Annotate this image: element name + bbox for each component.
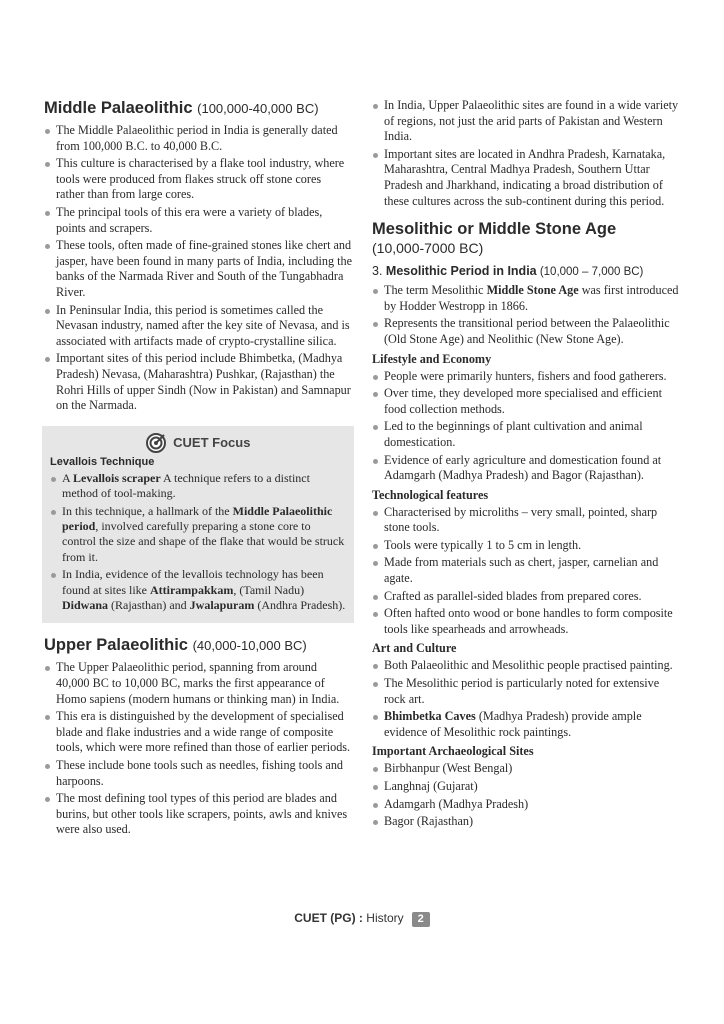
list-item: Over time, they developed more specialised and efficient food collection methods. xyxy=(372,386,682,417)
lifestyle-list xyxy=(372,369,682,484)
sites-list xyxy=(372,761,682,829)
cuet-focus-box xyxy=(42,426,354,624)
list-item: The Mesolithic period is particularly noted for extensive rock art. xyxy=(372,676,682,707)
list-item: In Peninsular India, this period is sometimes called the Nevasan industry, named after the key site of Nevasa, and is associated with artifacts made of crypto-crystalline silica. xyxy=(44,303,352,350)
list-item: These tools, often made of fine-grained stones like chert and jasper, have been found in many parts of India, including the banks of the Narmada River and South of the Tungabhadra River. xyxy=(44,238,352,300)
cuet-focus-header: CUET Focus xyxy=(50,432,346,454)
list-item: Led to the beginnings of plant cultivation and animal domestication. xyxy=(372,419,682,450)
list-item: This era is distinguished by the development of specialised blade and flake industries and a wide range of composite tools, which were more refined than those of earlier periods. xyxy=(44,709,352,756)
list-item: These include bone tools such as needles, fishing tools and harpoons. xyxy=(44,758,352,789)
mesolithic-range: (10,000-7000 BC) xyxy=(372,240,484,257)
art-list xyxy=(372,658,682,740)
footer-exam: CUET (PG) : xyxy=(294,911,363,925)
list-item: Birbhanpur (West Bengal) xyxy=(372,761,682,777)
list-item: Characterised by microliths – very small, pointed, sharp stone tools. xyxy=(372,505,682,536)
sites-heading: Important Archaeological Sites xyxy=(372,744,534,759)
mesolithic-intro-list xyxy=(372,283,682,347)
list-item: Bhimbetka Caves (Madhya Pradesh) provide ample evidence of Mesolithic rock paintings. xyxy=(372,709,682,740)
technology-heading: Technological features xyxy=(372,487,489,502)
footer-subject: History xyxy=(362,911,404,925)
page-number: 2 xyxy=(412,912,430,927)
list-item: The most defining tool types of this period are blades and burins, but other tools like scrapers, points, awls and knives were also used. xyxy=(44,791,352,838)
left-column xyxy=(44,98,352,840)
list-item: Represents the transitional period between the Palaeolithic (Old Stone Age) and Neolithic (New Stone Age). xyxy=(372,316,682,347)
list-item: The Middle Palaeolithic period in India is generally dated from 100,000 B.C. to 40,000 B.C. xyxy=(44,123,352,154)
lifestyle-heading: Lifestyle and Economy xyxy=(372,351,492,366)
right-column xyxy=(372,98,682,832)
list-item: The Upper Palaeolithic period, spanning from around 40,000 BC to 10,000 BC, marks the first appearance of Homo sapiens (modern humans or thinking man) in India. xyxy=(44,660,352,707)
target-icon xyxy=(146,433,166,453)
list-item: Made from materials such as chert, jasper, carnelian and agate. xyxy=(372,555,682,586)
upper-palaeolithic-heading: Upper Palaeolithic (40,000-10,000 BC) xyxy=(44,636,307,655)
page-footer xyxy=(0,911,724,927)
upper-palaeolithic-list xyxy=(44,660,352,838)
list-item: Langhnaj (Gujarat) xyxy=(372,779,682,795)
list-item: This culture is characterised by a flake tool industry, where tools were produced from flakes struck off stone cores rather than from large cores. xyxy=(44,156,352,203)
upper-palaeolithic-continued-list xyxy=(372,98,682,209)
list-item: A Levallois scraper A technique refers to a distinct method of tool-making. xyxy=(50,471,346,502)
list-item: Adamgarh (Madhya Pradesh) xyxy=(372,797,682,813)
technology-list xyxy=(372,505,682,638)
list-item: Tools were typically 1 to 5 cm in length. xyxy=(372,538,682,554)
list-item: Crafted as parallel-sided blades from prepared cores. xyxy=(372,589,682,605)
art-heading: Art and Culture xyxy=(372,641,457,656)
list-item: In India, Upper Palaeolithic sites are found in a wide variety of regions, not just the arid parts of Pakistan and Western India. xyxy=(372,98,682,145)
mesolithic-heading: Mesolithic or Middle Stone Age xyxy=(372,220,617,239)
middle-palaeolithic-list xyxy=(44,123,352,414)
list-item: In this technique, a hallmark of the Middle Palaeolithic period, involved carefully preparing a stone core to control the size and shape of the flake that would be struck from it. xyxy=(50,504,346,566)
list-item: Both Palaeolithic and Mesolithic people practised painting. xyxy=(372,658,682,674)
list-item: The principal tools of this era were a variety of blades, points and scrapers. xyxy=(44,205,352,236)
list-item: People were primarily hunters, fishers and food gatherers. xyxy=(372,369,682,385)
list-item: Important sites of this period include Bhimbetka, (Madhya Pradesh) Nevasa, (Maharashtra) Pushkar, (Rajasthan) the Rohri Hills of upper Sindh (Now in Pakistan) and Samnapur on the Narmada. xyxy=(44,351,352,413)
focus-title: Levallois Technique xyxy=(50,455,155,468)
list-item: Evidence of early agriculture and domestication found at Adamgarh (Madhya Pradesh) and Bagor (Rajasthan). xyxy=(372,453,682,484)
focus-list xyxy=(50,471,346,614)
list-item: In India, evidence of the levallois technology has been found at sites like Attirampakkam, (Tamil Nadu) Didwana (Rajasthan) and Jwalapuram (Andhra Pradesh). xyxy=(50,567,346,613)
list-item: Bagor (Rajasthan) xyxy=(372,814,682,830)
middle-palaeolithic-heading: Middle Palaeolithic (100,000-40,000 BC) xyxy=(44,99,319,117)
list-item: Important sites are located in Andhra Pradesh, Karnataka, Maharashtra, Central Madhya Pradesh, Southern Uttar Pradesh and Jharkhand, indicating a broad distribution of these cultures across the sub-continent during this period. xyxy=(372,147,682,209)
mesolithic-india-subheading: 3. Mesolithic Period in India (10,000 – 7,000 BC) xyxy=(372,264,644,279)
list-item: The term Mesolithic Middle Stone Age was first introduced by Hodder Westropp in 1866. xyxy=(372,283,682,314)
list-item: Often hafted onto wood or bone handles to form composite tools like spearheads and arrowheads. xyxy=(372,606,682,637)
